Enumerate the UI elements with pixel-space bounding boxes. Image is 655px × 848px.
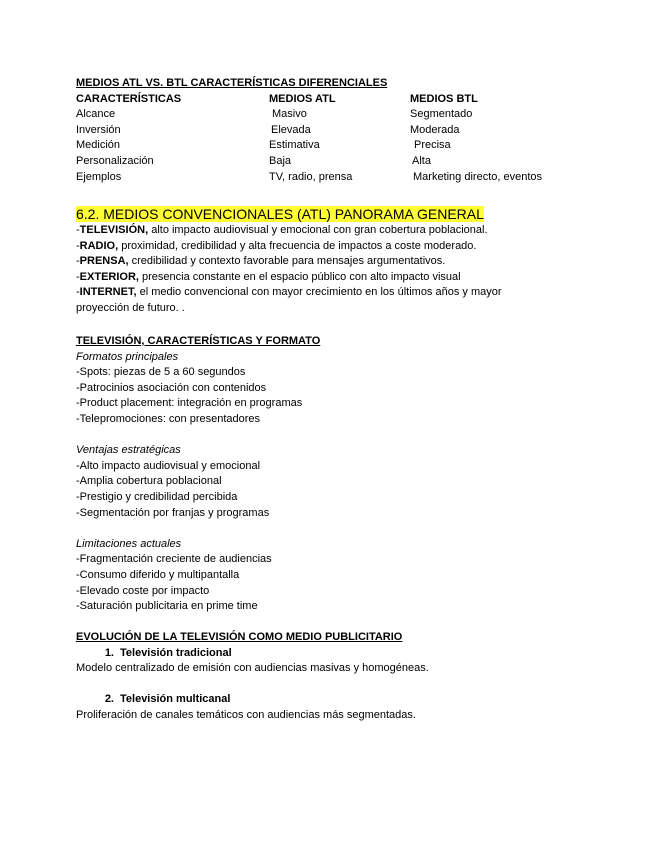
list-item: -Consumo diferido y multipantalla (76, 568, 240, 581)
section-television (76, 334, 635, 615)
list-item: -TELEVISIÓN, alto impacto audiovisual y emocional con gran cobertura poblacional. (76, 224, 488, 236)
item-text: credibilidad y contexto favorable para mensajes argumentativos. (128, 255, 446, 268)
spacer (76, 521, 635, 537)
numbered-item-title (76, 692, 635, 708)
numbered-item-title (76, 646, 635, 662)
list-item: -Product placement: integración en programas (76, 397, 303, 410)
table-title: MEDIOS ATL VS. BTL CARACTERÍSTICAS DIFERENCIALES (76, 77, 388, 89)
table-cell: Segmentado (410, 108, 473, 121)
item-term: EXTERIOR, (79, 270, 139, 283)
section-evolution (76, 630, 635, 724)
table-cell: Moderada (410, 123, 460, 136)
table-row (76, 170, 635, 186)
spacer (76, 677, 635, 693)
section-heading (76, 205, 635, 223)
subsection-title: Ventajas estratégicas (76, 444, 181, 457)
item-number: 2. (104, 693, 114, 706)
paragraph: Proliferación de canales temáticos con audiencias más segmentadas. (76, 708, 416, 721)
list-item: -Segmentación por franjas y programas (76, 506, 270, 519)
list-item: -Patrocinios asociación con contenidos (76, 381, 267, 394)
table-header-cell: CARACTERÍSTICAS (76, 92, 182, 105)
item-term: INTERNET, (79, 286, 137, 299)
table-cell: Inversión (76, 123, 121, 136)
list-item: -Saturación publicitaria en prime time (76, 600, 258, 613)
list-item: -Telepromociones: con presentadores (76, 412, 261, 425)
spacer (76, 428, 635, 444)
list-item: -Alto impacto audiovisual y emocional (76, 459, 261, 472)
list-item: -INTERNET, el medio convencional con mayor crecimiento en los últimos años y mayor (76, 286, 502, 299)
paragraph: Modelo centralizado de emisión con audiencias masivas y homogéneas. (76, 662, 429, 675)
table-cell: Masivo (272, 108, 307, 121)
table-row (76, 154, 635, 170)
table-cell: Ejemplos (76, 170, 122, 183)
table-cell: Elevada (271, 123, 311, 136)
table-row (76, 138, 635, 154)
section-heading: TELEVISIÓN, CARACTERÍSTICAS Y FORMATO (76, 335, 321, 347)
list-item: -EXTERIOR, presencia constante en el espacio público con alto impacto visual (76, 270, 461, 283)
table-cell: Estimativa (269, 139, 320, 152)
comparison-table (76, 76, 635, 185)
table-cell: Alta (412, 154, 431, 167)
list-item: -PRENSA, credibilidad y contexto favorable para mensajes argumentativos. (76, 255, 446, 268)
table-cell: TV, radio, prensa (269, 170, 353, 183)
list-item: -Elevado coste por impacto (76, 584, 210, 597)
table-row (76, 123, 635, 139)
table-cell: Medición (76, 139, 121, 152)
list-item: -Amplia cobertura poblacional (76, 475, 222, 488)
list-item: -RADIO, proximidad, credibilidad y alta frecuencia de impactos a coste moderado. (76, 239, 477, 252)
table-cell: Baja (269, 154, 292, 167)
item-title: Televisión multicanal (120, 693, 231, 706)
item-text: presencia constante en el espacio público con alto impacto visual (138, 270, 461, 283)
table-header-cell: MEDIOS BTL (410, 92, 478, 105)
table-header-cell: MEDIOS ATL (269, 92, 336, 105)
item-term: TELEVISIÓN, (79, 224, 149, 236)
list-item: -Fragmentación creciente de audiencias (76, 553, 272, 566)
item-title: Televisión tradicional (120, 646, 232, 659)
table-cell: Personalización (76, 154, 154, 167)
subsection-title: Formatos principales (76, 350, 179, 363)
section-atl-overview (76, 205, 635, 317)
list-item: -Prestigio y credibilidad percibida (76, 490, 238, 503)
item-text: el medio convencional con mayor crecimiento en los últimos años y mayor (136, 286, 502, 299)
table-header-row (76, 92, 635, 108)
table-row (76, 107, 635, 123)
section-heading: EVOLUCIÓN DE LA TELEVISIÓN COMO MEDIO PUBLICITARIO (76, 631, 403, 643)
item-text: proximidad, credibilidad y alta frecuencia de impactos a coste moderado. (118, 239, 477, 252)
table-cell: Marketing directo, eventos (413, 170, 543, 183)
table-cell: Alcance (76, 108, 116, 121)
list-item-continuation: proyección de futuro. . (76, 301, 185, 314)
item-text: alto impacto audiovisual y emocional con gran cobertura poblacional. (148, 224, 488, 236)
table-cell: Precisa (414, 139, 451, 152)
item-term: PRENSA, (79, 255, 129, 268)
highlighted-heading: 6.2. MEDIOS CONVENCIONALES (ATL) PANORAMA GENERAL (76, 206, 484, 222)
item-term: RADIO, (79, 239, 119, 252)
list-item: -Spots: piezas de 5 a 60 segundos (76, 366, 246, 379)
subsection-title: Limitaciones actuales (76, 537, 182, 550)
item-number: 1. (104, 646, 114, 659)
